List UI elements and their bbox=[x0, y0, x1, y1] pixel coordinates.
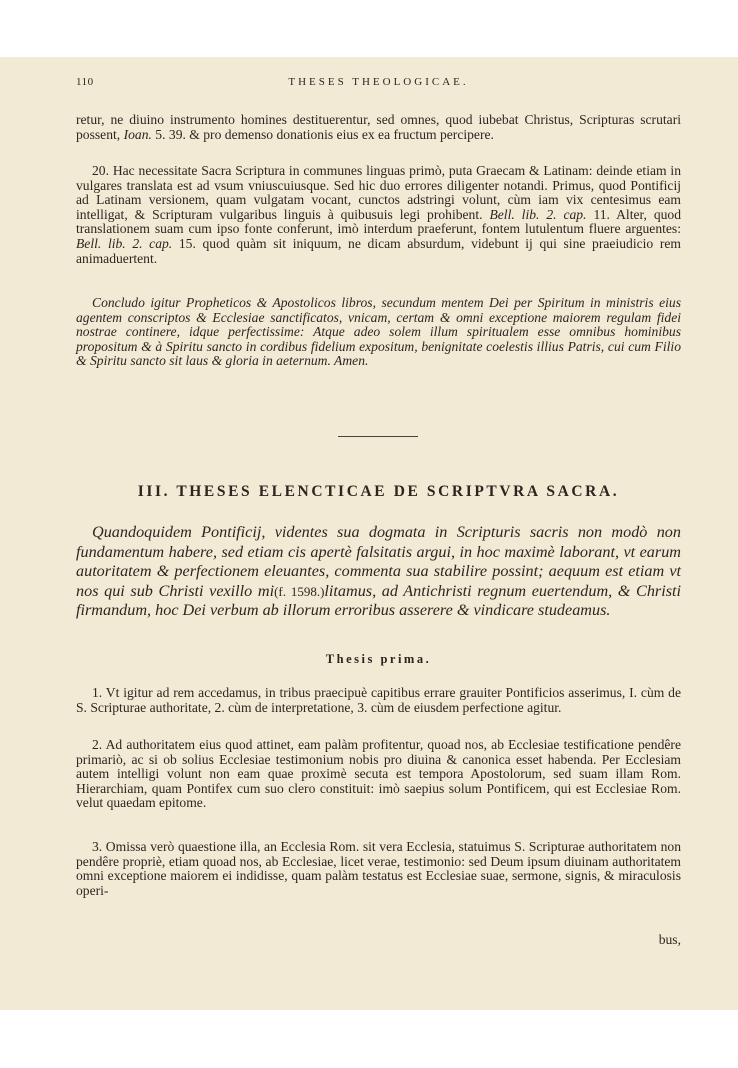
paragraph-20: 20. Hac necessitate Sacra Scriptura in communes linguas primò, puta Graecam & Latinam: deinde etiam in vulgares translata est ad vsum vniuscuiusque. Sed hic duo errores diligenter notandi. Primus, quod Pontificij ad Latinam versionem, quam vulgatam vocant, cunctos adstringi volunt, cùm iam vix centesimus eam intelligat, & Scripturam vulgaribus linguis à quibusuis legi prohibent. Bell. lib. 2. cap. 11. Alter, quod translationem suam cum ipso fonte conferunt, imò interdum praeferunt, fontem lutulentum fluere arguentes: Bell. lib. 2. cap. 15. quod quàm sit iniquum, ne dicam absurdum, videbunt ij qui sine praeiudicio rem animaduertent. bbox=[76, 163, 682, 266]
section-preface: Quandoquidem Pontificij, videntes sua dogmata in Scripturis sacris non modò non fundamentum habere, sed etiam cis apertè falsitatis argui, in hoc maximè laborant, vt earum autoritatem & perfectionem eleuantes, commenta sua stabilire possint; aequum est etiam vt nos qui sub Christi vexillo mi(f. 1598.)litamus, ad Antichristi regnum euertendum, & Christi firmandum, hoc Dei verbum ab illorum erroribus asserere & vindicare studeamus. bbox=[76, 523, 682, 619]
catchword: bus, bbox=[658, 932, 681, 947]
marginal-note: (f. 1598.) bbox=[274, 583, 325, 599]
page-number: 110 bbox=[76, 76, 94, 88]
thesis-paragraph-3: 3. Omissa verò quaestione illa, an Ecclesia Rom. sit vera Ecclesia, statuimus S. Scripturae authoritatem non pendêre propriè, etiam quoad nos, ab Ecclesiae, licet verae, testimonio: sed Deum ipsum diuinam authoritatem omni exceptione maiorem ei indidisse, quam palàm testatus est Ecclesiae suae, sermone, signis, & miraculosis operi- bbox=[76, 839, 681, 898]
thesis-heading: Thesis prima. bbox=[325, 652, 432, 666]
paragraph-continuation: retur, ne diuino instrumento homines destituerentur, sed omnes, quod iubebat Christus, Scripturas scrutari possent, Ioan. 5. 39. & pro demenso donationis eius ex ea fructum percipere. bbox=[76, 112, 681, 142]
thesis-paragraph-2: 2. Ad authoritatem eius quod attinet, eam palàm profitentur, quoad nos, ab Ecclesiae testificatione pendêre primariò, ac si ob solius Ecclesiae testimonium nobis pro diuina & canonica esset habenda. Per Ecclesiam autem intelligi volunt non eam quae proximè secuta est tempora Apostolorum, sed suam illam Rom. Hierarchiam, quam Pontifex cum suo clero constituit: imò saepius solum Pontificem, qui est Ecclesiae Rom. velut quaedam epitome. bbox=[76, 737, 681, 811]
divider bbox=[338, 436, 418, 437]
reference: Bell. lib. 2. cap. bbox=[76, 235, 173, 251]
thesis-paragraph-1: 1. Vt igitur ad rem accedamus, in tribus praecipuè capitibus errare grauiter Pontificios asserimus, I. cùm de S. Scripturae authoritate, 2. cùm de interpretatione, 3. cùm de eiusdem perfectione agitur. bbox=[76, 685, 681, 715]
section-title: III. THESES ELENCTICAE DE SCRIPTVRA SACRA. bbox=[137, 483, 620, 500]
running-header bbox=[76, 76, 681, 94]
paragraph-conclusion: Concludo igitur Propheticos & Apostolicos libros, secundum mentem Dei per Spiritum in ministris eius agentem conscriptos & Ecclesiae sanctificatos, vnicam, certam & omni exceptione maiorem regulam fidei nostrae continere, idque perfectissime: Atque adeo solem illum spiritualem esse omnibus hominibus propositum & à Spiritu sancto in cordibus fidelium expositum, benignitate coelestis illius Patris, cui cum Filio & Spiritu sancto sit laus & gloria in aeternum. Amen. bbox=[76, 295, 681, 369]
reference: Ioan. bbox=[123, 126, 152, 142]
running-title: THESES THEOLOGICAE. bbox=[288, 76, 469, 88]
reference: Bell. lib. 2. cap. bbox=[489, 206, 587, 222]
